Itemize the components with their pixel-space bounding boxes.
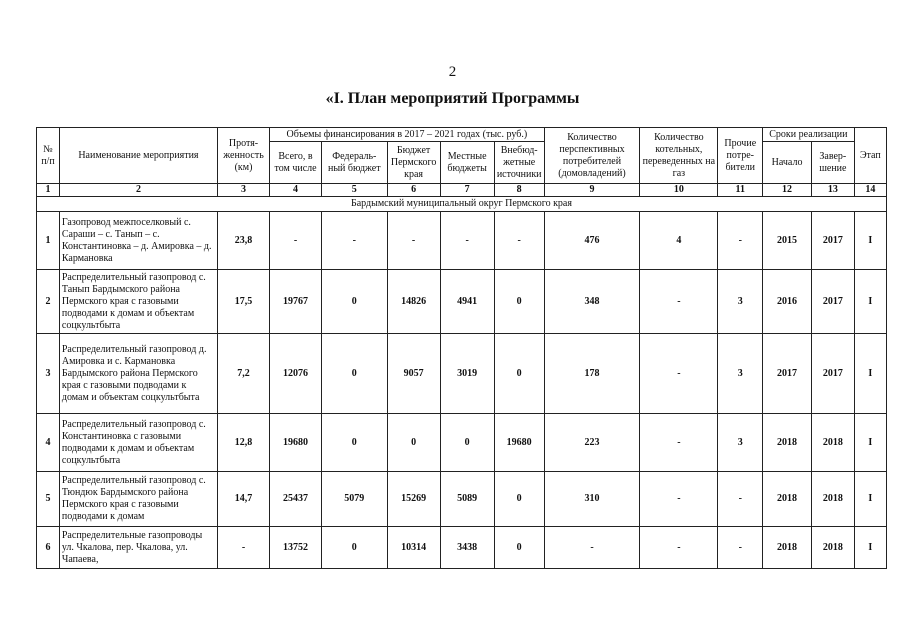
row-local: 5089 xyxy=(440,472,494,527)
column-number: 12 xyxy=(763,184,812,197)
row-federal: 5079 xyxy=(322,472,388,527)
header-row-top xyxy=(37,128,887,142)
row-regional: - xyxy=(387,212,440,270)
row-stage: I xyxy=(854,334,886,414)
column-number: 6 xyxy=(387,184,440,197)
row-extra: 0 xyxy=(494,334,544,414)
page-number: 2 xyxy=(448,64,457,80)
column-number: 5 xyxy=(322,184,388,197)
row-boilers: 4 xyxy=(640,212,718,270)
row-end: 2018 xyxy=(812,472,855,527)
table-row xyxy=(37,270,887,334)
row-federal: 0 xyxy=(322,334,388,414)
col-header-name: Наименование мероприятия xyxy=(59,128,217,184)
row-stage: I xyxy=(854,414,886,472)
row-start: 2015 xyxy=(763,212,812,270)
col-header-regional: Бюджет Пермского края xyxy=(387,142,440,184)
column-number-row xyxy=(37,184,887,197)
row-total: 19767 xyxy=(270,270,322,334)
row-other: - xyxy=(718,527,763,569)
row-boilers: - xyxy=(640,527,718,569)
col-header-end: Завер-шение xyxy=(812,142,855,184)
row-start: 2016 xyxy=(763,270,812,334)
row-end: 2018 xyxy=(812,527,855,569)
col-header-period: Сроки реализации xyxy=(763,128,855,142)
row-length: 14,7 xyxy=(218,472,270,527)
row-extra: 0 xyxy=(494,270,544,334)
row-consumers: 348 xyxy=(544,270,640,334)
row-regional: 14826 xyxy=(387,270,440,334)
row-number: 6 xyxy=(37,527,60,569)
region-title: Бардымский муниципальный округ Пермского края xyxy=(37,197,887,212)
row-extra: 0 xyxy=(494,527,544,569)
row-name: Распределительный газопровод с. Танып Бардымского района Пермского края с газовыми подводами к домам и объектам соцкультбыта xyxy=(59,270,217,334)
row-boilers: - xyxy=(640,472,718,527)
column-number: 1 xyxy=(37,184,60,197)
column-number: 4 xyxy=(270,184,322,197)
row-boilers: - xyxy=(640,334,718,414)
col-header-financing: Объемы финансирования в 2017 – 2021 годах (тыс. руб.) xyxy=(270,128,545,142)
table-row xyxy=(37,334,887,414)
row-length: - xyxy=(218,527,270,569)
row-local: 0 xyxy=(440,414,494,472)
row-stage: I xyxy=(854,270,886,334)
row-start: 2017 xyxy=(763,334,812,414)
row-number: 5 xyxy=(37,472,60,527)
row-stage: I xyxy=(854,212,886,270)
row-consumers: 476 xyxy=(544,212,640,270)
row-boilers: - xyxy=(640,414,718,472)
col-header-stage: Этап xyxy=(854,128,886,184)
col-header-boilers: Количество котельных, переведенных на газ xyxy=(640,128,718,184)
column-number: 9 xyxy=(544,184,640,197)
row-name: Газопровод межпоселковый с. Сараши – с. Танып – с. Константиновка – д. Амировка – д. Кармановка xyxy=(59,212,217,270)
row-regional: 10314 xyxy=(387,527,440,569)
row-start: 2018 xyxy=(763,527,812,569)
row-regional: 9057 xyxy=(387,334,440,414)
row-stage: I xyxy=(854,527,886,569)
row-total: 19680 xyxy=(270,414,322,472)
col-header-extra: Внебюд-жетные источники xyxy=(494,142,544,184)
row-regional: 15269 xyxy=(387,472,440,527)
table-row xyxy=(37,414,887,472)
row-consumers: - xyxy=(544,527,640,569)
row-regional: 0 xyxy=(387,414,440,472)
row-federal: 0 xyxy=(322,527,388,569)
row-number: 3 xyxy=(37,334,60,414)
col-header-federal: Федераль-ный бюджет xyxy=(322,142,388,184)
row-local: 3438 xyxy=(440,527,494,569)
column-number: 11 xyxy=(718,184,763,197)
row-name: Распределительный газопровод д. Амировка и с. Кармановка Бардымского района Пермского края с газовыми подводами к домам и объектам соцкультбыта xyxy=(59,334,217,414)
table-row xyxy=(37,472,887,527)
column-number: 7 xyxy=(440,184,494,197)
row-other: 3 xyxy=(718,334,763,414)
table-row xyxy=(37,212,887,270)
row-local: - xyxy=(440,212,494,270)
row-name: Распределительный газопровод с. Тюндюк Бардымского района Пермского края с газовыми подводами к домам xyxy=(59,472,217,527)
row-start: 2018 xyxy=(763,414,812,472)
row-number: 2 xyxy=(37,270,60,334)
row-end: 2017 xyxy=(812,212,855,270)
col-header-other: Прочие потре-бители xyxy=(718,128,763,184)
row-total: 13752 xyxy=(270,527,322,569)
row-local: 4941 xyxy=(440,270,494,334)
document-title: «I. План мероприятий Программы xyxy=(325,90,580,107)
row-extra: - xyxy=(494,212,544,270)
row-number: 1 xyxy=(37,212,60,270)
row-extra: 0 xyxy=(494,472,544,527)
col-header-num: № п/п xyxy=(37,128,60,184)
row-other: - xyxy=(718,472,763,527)
row-name: Распределительный газопровод с. Константиновка с газовыми подводами к домам и объектам соцкультбыта xyxy=(59,414,217,472)
row-name: Распределительные газопроводы ул. Чкалова, пер. Чкалова, ул. Чапаева, xyxy=(59,527,217,569)
col-header-length: Протя-женность (км) xyxy=(218,128,270,184)
column-number: 8 xyxy=(494,184,544,197)
plan-table xyxy=(36,127,887,569)
region-row xyxy=(37,197,887,212)
row-consumers: 178 xyxy=(544,334,640,414)
row-other: 3 xyxy=(718,270,763,334)
col-header-start: Начало xyxy=(763,142,812,184)
column-number: 10 xyxy=(640,184,718,197)
row-end: 2017 xyxy=(812,270,855,334)
row-end: 2018 xyxy=(812,414,855,472)
row-number: 4 xyxy=(37,414,60,472)
row-consumers: 310 xyxy=(544,472,640,527)
row-total: - xyxy=(270,212,322,270)
column-number: 3 xyxy=(218,184,270,197)
row-extra: 19680 xyxy=(494,414,544,472)
row-federal: - xyxy=(322,212,388,270)
row-boilers: - xyxy=(640,270,718,334)
col-header-local: Местные бюджеты xyxy=(440,142,494,184)
row-federal: 0 xyxy=(322,414,388,472)
row-other: - xyxy=(718,212,763,270)
column-number: 14 xyxy=(854,184,886,197)
col-header-consumers: Количество перспективных потребителей (домовладений) xyxy=(544,128,640,184)
row-local: 3019 xyxy=(440,334,494,414)
row-length: 12,8 xyxy=(218,414,270,472)
row-other: 3 xyxy=(718,414,763,472)
table-row xyxy=(37,527,887,569)
row-start: 2018 xyxy=(763,472,812,527)
row-consumers: 223 xyxy=(544,414,640,472)
column-number: 13 xyxy=(812,184,855,197)
row-federal: 0 xyxy=(322,270,388,334)
column-number: 2 xyxy=(59,184,217,197)
row-length: 23,8 xyxy=(218,212,270,270)
row-stage: I xyxy=(854,472,886,527)
row-total: 12076 xyxy=(270,334,322,414)
row-length: 17,5 xyxy=(218,270,270,334)
table-body xyxy=(37,197,887,569)
row-end: 2017 xyxy=(812,334,855,414)
row-length: 7,2 xyxy=(218,334,270,414)
col-header-total: Всего, в том числе xyxy=(270,142,322,184)
row-total: 25437 xyxy=(270,472,322,527)
